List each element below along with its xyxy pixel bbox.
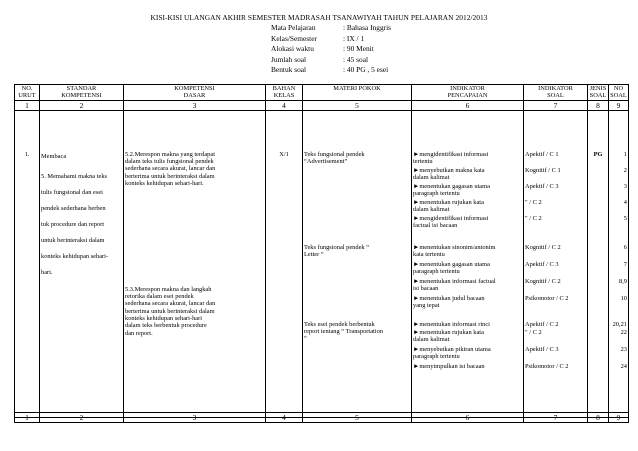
meta-value: : 90 Menit	[343, 44, 374, 54]
materi-line: Teks esei pendek berbentuk	[304, 320, 375, 328]
col-header	[266, 85, 303, 101]
no-soal-value: 23	[620, 345, 627, 353]
col-header-label: STANDAR KOMPETENSI	[61, 85, 102, 100]
cell-indikator-pencapaian	[412, 110, 524, 417]
indikator-pencapaian-line: kata tertentu	[413, 251, 445, 259]
materi-line: Teks fungsional pendek	[304, 150, 365, 158]
column-number: 5	[303, 100, 412, 110]
no-soal-value: 1	[623, 150, 627, 158]
indikator-pencapaian-line: ►menentukan informasi rinci	[413, 320, 490, 328]
col-header	[524, 85, 588, 101]
meta-row-subject	[271, 23, 391, 34]
cell-kompetensi-dasar	[124, 110, 266, 417]
document-title: KISI-KISI ULANGAN AKHIR SEMESTER MADRASAH TSANAWIYAH TAHUN PELAJARAN 2012/2013	[150, 13, 488, 22]
no-soal-value: 4	[623, 198, 627, 206]
standar-line: konteks kehidupan sehari-	[41, 252, 109, 260]
indikator-pencapaian-line: ►menentukan gagasan utama	[413, 260, 490, 268]
cell-indikator-soal	[524, 110, 588, 417]
meta-row-class	[271, 34, 391, 45]
col-header	[412, 85, 524, 101]
col-header	[303, 85, 412, 101]
col-header-label: MATERI POKOK	[333, 85, 381, 92]
col-header	[588, 85, 609, 101]
no-soal-value: 2	[623, 166, 627, 174]
jenis-soal-text: PG	[593, 150, 603, 158]
no-soal-value: 8,9	[619, 277, 627, 285]
col-header	[15, 85, 40, 101]
col-header-label: BAHAN KELAS	[272, 85, 296, 100]
standar-line: 5. Memahami makna teks	[41, 172, 108, 180]
no-soal-value: 6	[623, 243, 627, 251]
materi-line: report tentang “ Transportation	[304, 328, 383, 336]
standar-line: hari.	[41, 268, 53, 276]
meta-value: : 45 soal	[343, 54, 369, 64]
indikator-soal-line: Apektif / C 3	[525, 182, 559, 190]
indikator-soal-line: Apektif / C 3	[525, 260, 559, 268]
indikator-pencapaian-line: ►menyimpulkan isi bacaan	[413, 362, 485, 370]
kd-line: dalam teks berbentuk procedure	[125, 322, 207, 330]
indikator-soal-line: Apektif / C 2	[525, 320, 559, 328]
column-number: 2	[40, 413, 124, 423]
meta-key: Bentuk soal	[271, 65, 307, 75]
col-header	[124, 85, 266, 101]
kd-line: dalam teks tulis fungsional pendek	[125, 158, 214, 166]
indikator-pencapaian-line: factual isi bacaan	[413, 222, 458, 230]
no-soal-value: 24	[620, 362, 627, 370]
indikator-pencapaian-line: ►menentukan gagasan utama	[413, 182, 490, 190]
indikator-pencapaian-line: tertentu	[413, 158, 433, 166]
no-soal-value: 20,21	[612, 320, 627, 328]
table-row	[15, 110, 629, 417]
materi-line: “Advertisement”	[304, 158, 348, 166]
materi-line: Letter “	[304, 251, 324, 259]
column-number: 8	[588, 100, 609, 110]
column-number: 1	[15, 100, 40, 110]
indikator-soal-line: Psikomotor / C 2	[525, 294, 569, 302]
column-number: 7	[524, 100, 588, 110]
indikator-pencapaian-line: yang tepat	[413, 302, 440, 310]
meta-value: : IX / 1	[343, 33, 365, 43]
meta-key: Kelas/Semester	[271, 33, 317, 43]
meta-row-form	[271, 65, 391, 76]
kd-line: berterima untuk berinteraksi dalam	[125, 307, 215, 315]
indikator-pencapaian-line: ►menentukan sinonim/antonim	[413, 243, 496, 251]
indikator-pencapaian-line: ►menyebutkan makna kata	[413, 166, 485, 174]
indikator-soal-line: " / C 2	[525, 198, 542, 206]
materi-line: “	[304, 335, 307, 343]
column-number: 4	[266, 100, 303, 110]
indikator-pencapaian-line: paragraph tertentu	[413, 190, 460, 198]
column-number: 4	[266, 413, 303, 423]
no-soal-value: 5	[623, 214, 627, 222]
column-number: 3	[124, 413, 266, 423]
indikator-pencapaian-line: ►mengidentifikasi informasi	[413, 214, 489, 222]
kd-line: 5.2.Merespon makna yang terdapat	[125, 150, 215, 158]
standar-line: pendek sederhana berben	[41, 204, 106, 212]
materi-line: Teks fungsional pendek “	[304, 243, 370, 251]
standar-line: Membaca	[41, 152, 67, 160]
cell-standar	[40, 110, 124, 417]
no-soal-value: 22	[620, 328, 627, 336]
no-soal-value: 3	[623, 182, 627, 190]
bahan-kelas-text: X/1	[279, 150, 289, 158]
indikator-pencapaian-line: ►menyebutkan pikiran utama	[413, 345, 491, 353]
indikator-pencapaian-line: dalam kalimat	[413, 336, 450, 344]
column-number: 7	[524, 413, 588, 423]
indikator-soal-line: " / C 2	[525, 328, 542, 336]
indikator-pencapaian-line: ►menentukan judul bacaan	[413, 294, 485, 302]
indikator-soal-line: Kognitif / C 1	[525, 166, 561, 174]
meta-key: Alokasi waktu	[271, 44, 314, 54]
cell-no-urut	[15, 110, 40, 417]
indikator-pencapaian-line: dalam kalimat	[413, 206, 450, 214]
footer-number-row	[14, 412, 629, 423]
meta-row-time	[271, 44, 391, 55]
cell-materi-pokok	[303, 110, 412, 417]
col-header	[609, 85, 629, 101]
cell-jenis-soal	[588, 110, 609, 417]
column-number: 2	[40, 100, 124, 110]
column-number: 5	[303, 413, 412, 423]
no-soal-value: 7	[623, 260, 627, 268]
col-header	[40, 85, 124, 101]
indikator-soal-line: Apektif / C 1	[525, 150, 559, 158]
kd-line: konteks kehidupan sehari-hari.	[125, 180, 204, 187]
col-header-label: INDIKATOR PENCAPAIAN	[447, 85, 488, 100]
meta-value: : 40 PG , 5 esei	[343, 65, 389, 75]
col-header-label: INDIKATOR SOAL	[538, 85, 573, 100]
col-header-label: NO. URUT	[18, 85, 36, 100]
cell-bahan-kelas	[266, 110, 303, 417]
indikator-pencapaian-line: ►mengidentifikasi informasi	[413, 150, 489, 158]
col-header-label: NO SOAL	[610, 85, 627, 100]
column-number: 6	[412, 100, 524, 110]
column-number: 8	[588, 413, 609, 423]
indikator-pencapaian-line: isi bacaan	[413, 285, 439, 293]
column-number: 3	[124, 100, 266, 110]
kd-line: 5.3.Merespon makna dan langkah	[125, 285, 212, 293]
indikator-pencapaian-line: paragraph tertentu	[413, 268, 460, 276]
indikator-pencapaian-line: paragraph tertentu	[413, 353, 460, 361]
indikator-pencapaian-line: ►menentukan rujukan kata	[413, 328, 484, 336]
meta-key: Mata Pelajaran	[271, 23, 316, 32]
column-number: 1	[15, 413, 40, 423]
indikator-soal-line: Apektif / C 3	[525, 345, 559, 353]
indikator-soal-line: Kognitif / C 2	[525, 243, 561, 251]
meta-row-count	[271, 55, 391, 66]
column-number: 9	[609, 413, 629, 423]
standar-line: tulis fungsional dan esei	[41, 188, 103, 196]
grid-table	[14, 84, 629, 418]
indikator-pencapaian-line: ►menentukan informasi factual	[413, 277, 496, 285]
standar-line: tuk procedure dan report	[41, 220, 104, 228]
indikator-soal-line: Kognitif / C 2	[525, 277, 561, 285]
kd-line: sederhana secara akurat, lancar dan	[125, 165, 216, 173]
indikator-soal-line: " / C 2	[525, 214, 542, 222]
kd-line: retorika dalam esei pendek	[125, 293, 194, 301]
kd-line: konteks kehidupan sehari-hari	[125, 315, 203, 322]
column-number: 9	[609, 100, 629, 110]
indikator-pencapaian-line: dalam kalimat	[413, 174, 450, 182]
indikator-pencapaian-line: ►menentukan rujukan kata	[413, 198, 484, 206]
document-meta	[271, 23, 391, 76]
standar-line: untuk berinteraksi dalam	[41, 236, 105, 244]
kd-line: sederhana secara akurat, lancar dan	[125, 300, 216, 308]
meta-value: : Bahasa Inggris	[343, 23, 392, 32]
kd-line: dan report.	[125, 329, 153, 337]
column-number-row	[15, 100, 629, 110]
meta-key: Jumlah soal	[271, 54, 307, 64]
no-urut-text: 1.	[24, 150, 30, 158]
column-number: 6	[412, 413, 524, 423]
header-row	[15, 85, 629, 101]
kd-line: berterima untuk berinteraksi dalam	[125, 172, 215, 180]
col-header-label: JENIS SOAL	[589, 85, 607, 100]
col-header-label: KOMPETENSI DASAR	[174, 85, 215, 100]
no-soal-value: 10	[620, 294, 627, 302]
indikator-soal-line: Psikomotor / C 2	[525, 362, 569, 370]
cell-no-soal	[609, 110, 629, 417]
